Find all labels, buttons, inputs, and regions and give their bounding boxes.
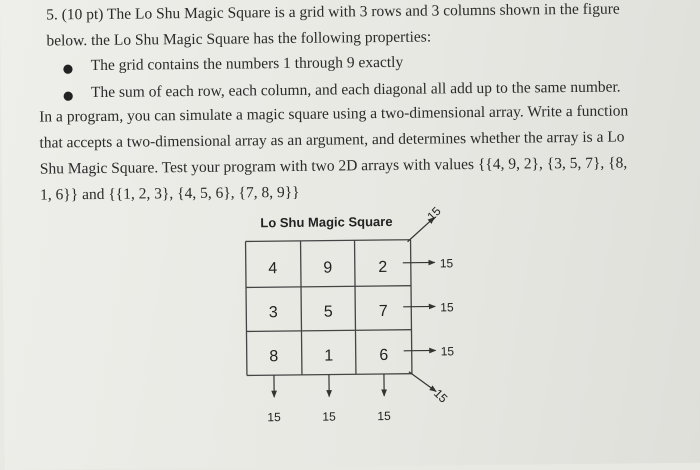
row-sum-label: 15 xyxy=(439,256,454,271)
property-bullet-1: The grid contains the numbers 1 through 9 exactly xyxy=(90,53,404,75)
diagonal-sum-arrow xyxy=(407,217,434,241)
figure-title: Lo Shu Magic Square xyxy=(260,213,393,231)
grid-cell: 2 xyxy=(378,258,388,277)
grid-cell: 7 xyxy=(378,302,388,321)
grid-line xyxy=(355,240,356,374)
col-sum-label: 15 xyxy=(322,409,336,424)
col-sum-label: 15 xyxy=(267,410,281,425)
property-bullet-2: The sum of each row, each column, and each diagonal all add up to the same number. xyxy=(90,78,621,102)
row-sum-label: 15 xyxy=(440,300,454,315)
col-sum-label: 15 xyxy=(377,408,391,424)
grid-cell: 9 xyxy=(323,259,333,277)
grid-cell: 6 xyxy=(379,346,389,365)
row-sum-label: 15 xyxy=(440,344,455,359)
diagonal-sum-label: 15 xyxy=(430,386,451,406)
problem-line-5: Shu Magic Square. Test your program with two 2D arrays with values {{4, 9, 2}, {3, 5, 7}, {8, xyxy=(39,154,628,178)
problem-line-4: that accepts a two-dimensional array as an argument, and determines whether the array is a Lo xyxy=(39,128,625,152)
grid-cell: 1 xyxy=(324,347,334,365)
grid-line xyxy=(246,286,411,288)
bullet-dot-1: ● xyxy=(62,61,74,76)
grid-line xyxy=(246,241,247,375)
problem-line-2: below. the Lo Shu Magic Square has the following properties: xyxy=(46,28,432,50)
diagonal-sum-label: 15 xyxy=(424,204,444,224)
grid-cell: 8 xyxy=(269,348,279,366)
problem-line-1: 5. (10 pt) The Lo Shu Magic Square is a grid with 3 rows and 3 columns shown in the figure xyxy=(46,0,620,24)
grid-cell: 4 xyxy=(268,260,278,278)
bullet-dot-2: ● xyxy=(62,88,74,103)
grid-line xyxy=(246,240,411,242)
diagonal-sum-arrow xyxy=(409,371,436,391)
grid-cell: 3 xyxy=(268,304,278,322)
problem-line-6: 1, 6}} and {{1, 2, 3}, {4, 5, 6}, {7, 8, 9}} xyxy=(39,183,300,204)
grid-line xyxy=(246,330,411,332)
grid-cell: 5 xyxy=(323,303,333,321)
problem-line-3: In a program, you can simulate a magic square using a two-dimensional array. Write a function xyxy=(39,102,629,126)
grid-line xyxy=(301,241,302,375)
